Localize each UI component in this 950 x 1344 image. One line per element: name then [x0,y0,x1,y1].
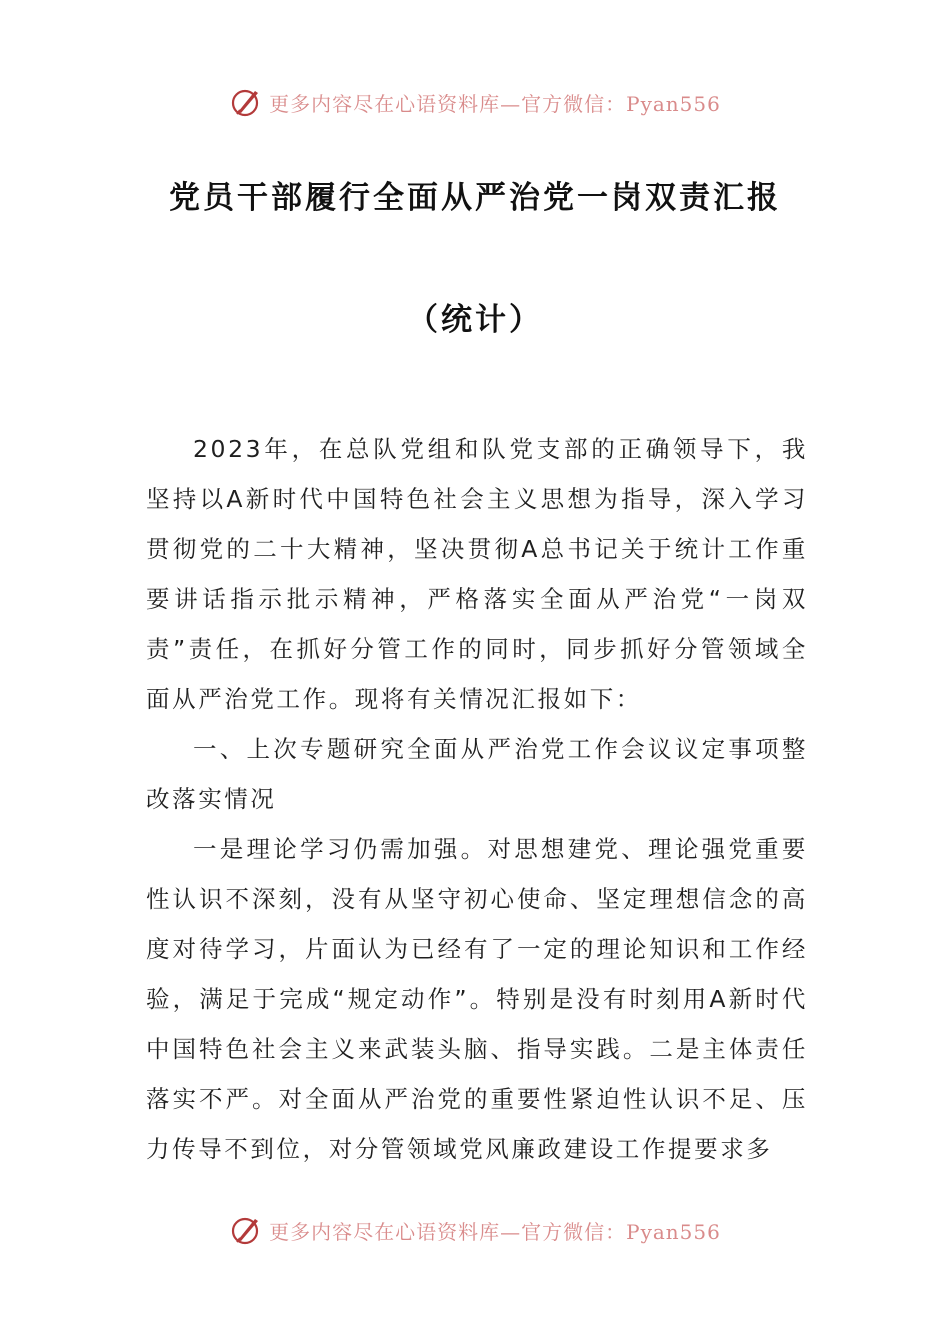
watermark-header [0,82,950,122]
watermark-footer [0,1210,950,1250]
document-title: 党员干部履行全面从严治党一岗双责汇报 [169,180,781,216]
quill-pen-circle-icon [229,1213,263,1247]
watermark-text: 更多内容尽在心语资料库—官方微信：Pyan556 [269,91,721,116]
quill-pen-circle-icon [229,85,263,119]
paragraph-intro: 2023年，在总队党组和队党支部的正确领导下，我坚持以A新时代中国特色社会主义思想为指导，深入学习贯彻党的二十大精神，坚决贯彻A总书记关于统计工作重要讲话指示批示精神，严格落实全面从严治党“一岗双责”责任，在抓好分管工作的同时，同步抓好分管领域全面从严治党工作。现将有关情况汇报如下： [146,435,808,713]
watermark-text: 更多内容尽在心语资料库—官方微信：Pyan556 [269,1219,721,1244]
paragraph-issues: 一是理论学习仍需加强。对思想建党、理论强党重要性认识不深刻，没有从坚守初心使命、坚定理想信念的高度对待学习，片面认为已经有了一定的理论知识和工作经验，满足于完成“规定动作”。特别是没有时刻用A新时代中国特色社会主义来武装头脑、指导实践。二是主体责任落实不严。对全面从严治党的重要性紧迫性认识不足、压力传导不到位，对分管领域党风廉政建设工作提要求多 [146,835,808,1163]
document-subtitle: （统计） [407,302,543,338]
paragraph-section-heading: 一、上次专题研究全面从严治党工作会议议定事项整改落实情况 [146,735,808,813]
document-body [146,424,808,1174]
